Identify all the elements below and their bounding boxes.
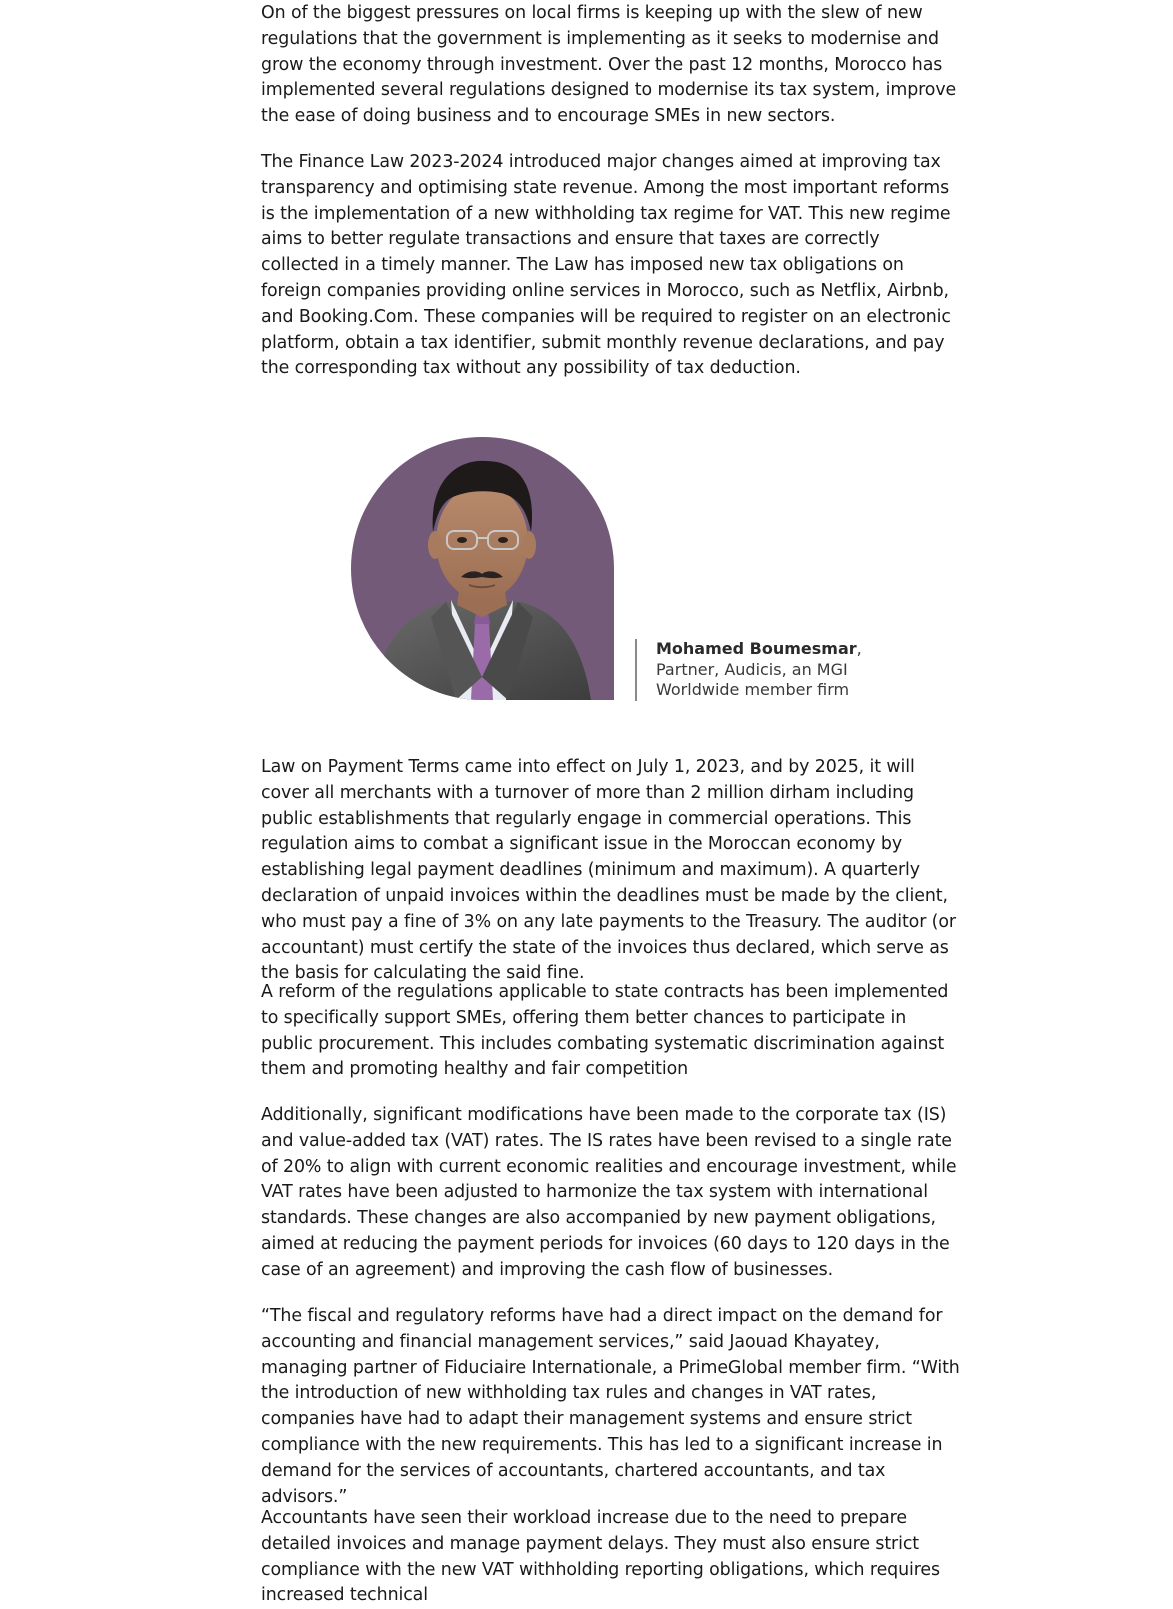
profile-caption [635, 639, 896, 701]
person-portrait-icon [351, 437, 614, 700]
paragraph-2: The Finance Law 2023-2024 introduced major changes aimed at improving tax transparency and optimising state revenue. Among the most important reforms is the implementation of a new withholding tax regime for VAT. This new regime aims to better regulate transactions and ensure that taxes are correctly collected in a timely manner. The Law has imposed new tax obligations on foreign companies providing online services in Morocco, such as Netflix, Airbnb, and Booking.Com. These companies will be required to register on an electronic platform, obtain a tax identifier, submit monthly revenue declarations, and pay the corresponding tax without any possibility of tax deduction. [261, 152, 951, 379]
paragraph-7: Accountants have seen their workload increase due to the need to prepare detailed invoices and manage payment delays. They must also ensure strict compliance with the new VAT withholding reporting obligations, which requires increased technical [261, 1508, 940, 1606]
paragraph-1: On of the biggest pressures on local firms is keeping up with the slew of new regulations that the government is implementing as it seeks to modernise and grow the economy through investment. Over the past 12 months, Morocco has implemented several regulations designed to modernise its tax system, improve the ease of doing business and to encourage SMEs in new sectors. [261, 3, 957, 127]
person-title-line-2: Worldwide member firm [656, 680, 850, 699]
person-title-line-1: Partner, Audicis, an MGI [656, 659, 848, 679]
paragraph-4: A reform of the regulations applicable to state contracts has been implemented to specifically support SMEs, offering them better chances to participate in public procurement. This includes combating systematic discrimination against them and promoting healthy and fair competition [261, 982, 949, 1080]
paragraph-6: “The fiscal and regulatory reforms have had a direct impact on the demand for accounting and financial management services,” said Jaouad Khayatey, managing partner of Fiduciaire Internationale, a PrimeGlobal member firm. “With the introduction of new withholding tax rules and changes in VAT rates, companies have had to adapt their management systems and ensure strict compliance with the new requirements. This has led to a significant increase in demand for the services of accountants, chartered accountants, and tax advisors.” [261, 1306, 960, 1507]
person-name: Mohamed Boumesmar [656, 639, 857, 658]
profile-figure [351, 437, 862, 701]
caption-name-line [656, 639, 896, 660]
paragraph-3: Law on Payment Terms came into effect on July 1, 2023, and by 2025, it will cover all merchants with a turnover of more than 2 million dirham including public establishments that regularly engage in commercial operations. This regulation aims to combat a significant issue in the Moroccan economy by establishing legal payment deadlines (minimum and maximum). A quarterly declaration of unpaid invoices within the deadlines must be made by the client, who must pay a fine of 3% on any late payments to the Treasury. The auditor (or accountant) must certify the state of the invoices thus declared, which serve as the basis for calculating the said fine. [261, 757, 956, 984]
name-suffix: , [856, 639, 862, 658]
paragraph-5: Additionally, significant modifications have been made to the corporate tax (IS) and value-added tax (VAT) rates. The IS rates have been revised to a single rate of 20% to align with current economic realities and encourage investment, while VAT rates have been adjusted to harmonize the tax system with international standards. These changes are also accompanied by new payment obligations, aimed at reducing the payment periods for invoices (60 days to 120 days in the case of an agreement) and improving the cash flow of businesses. [261, 1105, 957, 1280]
